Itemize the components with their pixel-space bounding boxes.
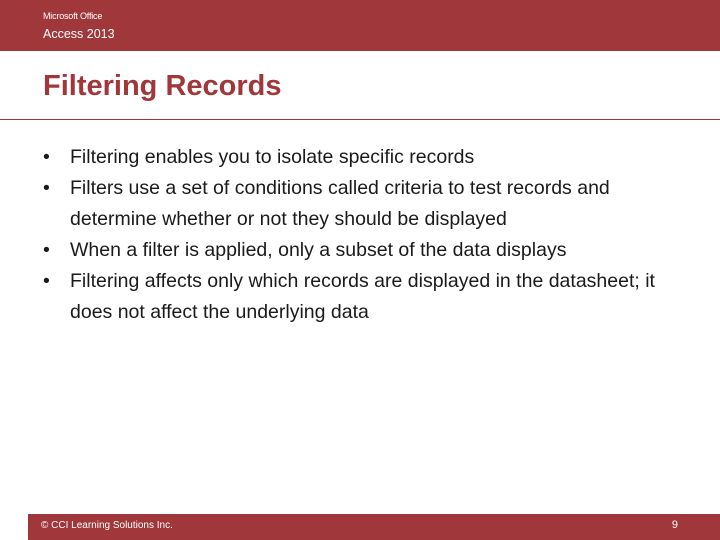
title-divider xyxy=(0,119,720,120)
page-number: 9 xyxy=(671,519,678,531)
bullet-item: • Filtering affects only which records are displayed in the datasheet; it does not affect the underlying data xyxy=(43,266,693,328)
brand-product-name: Access 2013 xyxy=(43,27,115,41)
copyright-notice: © CCI Learning Solutions Inc. xyxy=(41,520,173,531)
bullet-list xyxy=(43,142,693,328)
bullet-item: • Filtering enables you to isolate specific records xyxy=(43,142,693,173)
brand-product-suite: Microsoft Office xyxy=(43,11,103,21)
bullet-item: • When a filter is applied, only a subset of the data displays xyxy=(43,235,693,266)
footer-bar xyxy=(28,514,720,540)
header-bar xyxy=(0,0,720,51)
slide-title: Filtering Records xyxy=(43,70,282,102)
bullet-item: • Filters use a set of conditions called criteria to test records and determine whether or not they should be displayed xyxy=(43,173,693,235)
